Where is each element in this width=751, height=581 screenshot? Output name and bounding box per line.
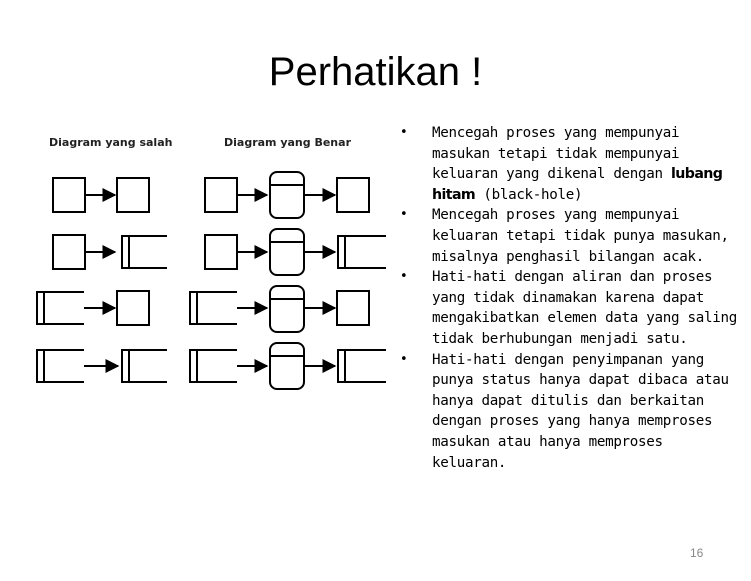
bullet-list [400,123,745,473]
right-row-4 [190,343,386,389]
right-row-3 [190,286,369,332]
entity-box [53,178,85,212]
process-box [270,286,304,332]
data-store [338,236,386,268]
wrong-row-3 [37,291,149,325]
entity-box [205,178,237,212]
entity-box [337,178,369,212]
process-box [270,229,304,275]
entity-box [205,235,237,269]
bullet-item: • Hati-hati dengan penyimpanan yang punya status hanya dapat dibaca atau hanya dapat ditulis dan berkaitan dengan proses yang hanya memproses masukan atau hanya memproses keluaran. [400,350,745,474]
data-store [122,236,167,268]
dfd-diagram [0,0,400,400]
wrong-row-1 [53,178,149,212]
right-row-2 [205,229,386,275]
entity-box [53,235,85,269]
data-store [37,292,84,324]
data-store [190,292,237,324]
bullet-item: • Mencegah proses yang mempunyai keluaran tetapi tidak punya masukan, misalnya penghasil bilangan acak. [400,205,745,267]
data-store [190,350,237,382]
entity-box [117,178,149,212]
label-right-diagram: Diagram yang Benar [224,136,351,149]
data-store [37,350,84,382]
bullet-item: • Hati-hati dengan aliran dan proses yang tidak dinamakan karena dapat mengakibatkan elemen data yang saling tidak berhubungan menjadi satu. [400,267,745,349]
page-number: 16 [690,546,704,560]
wrong-row-4 [37,350,167,382]
entity-box [337,291,369,325]
bullet-item: • Mencegah proses yang mempunyai masukan tetapi tidak mempunyai keluaran yang dikenal dengan lubang hitam (black-hole) [400,123,745,205]
process-box [270,172,304,218]
wrong-row-2 [53,235,167,269]
data-store [122,350,167,382]
data-store [338,350,386,382]
entity-box [117,291,149,325]
bold-term: lubang hitam [432,166,723,203]
label-wrong-diagram: Diagram yang salah [49,136,173,149]
process-box [270,343,304,389]
slide-title: Perhatikan ! [268,50,483,94]
right-row-1 [205,172,369,218]
